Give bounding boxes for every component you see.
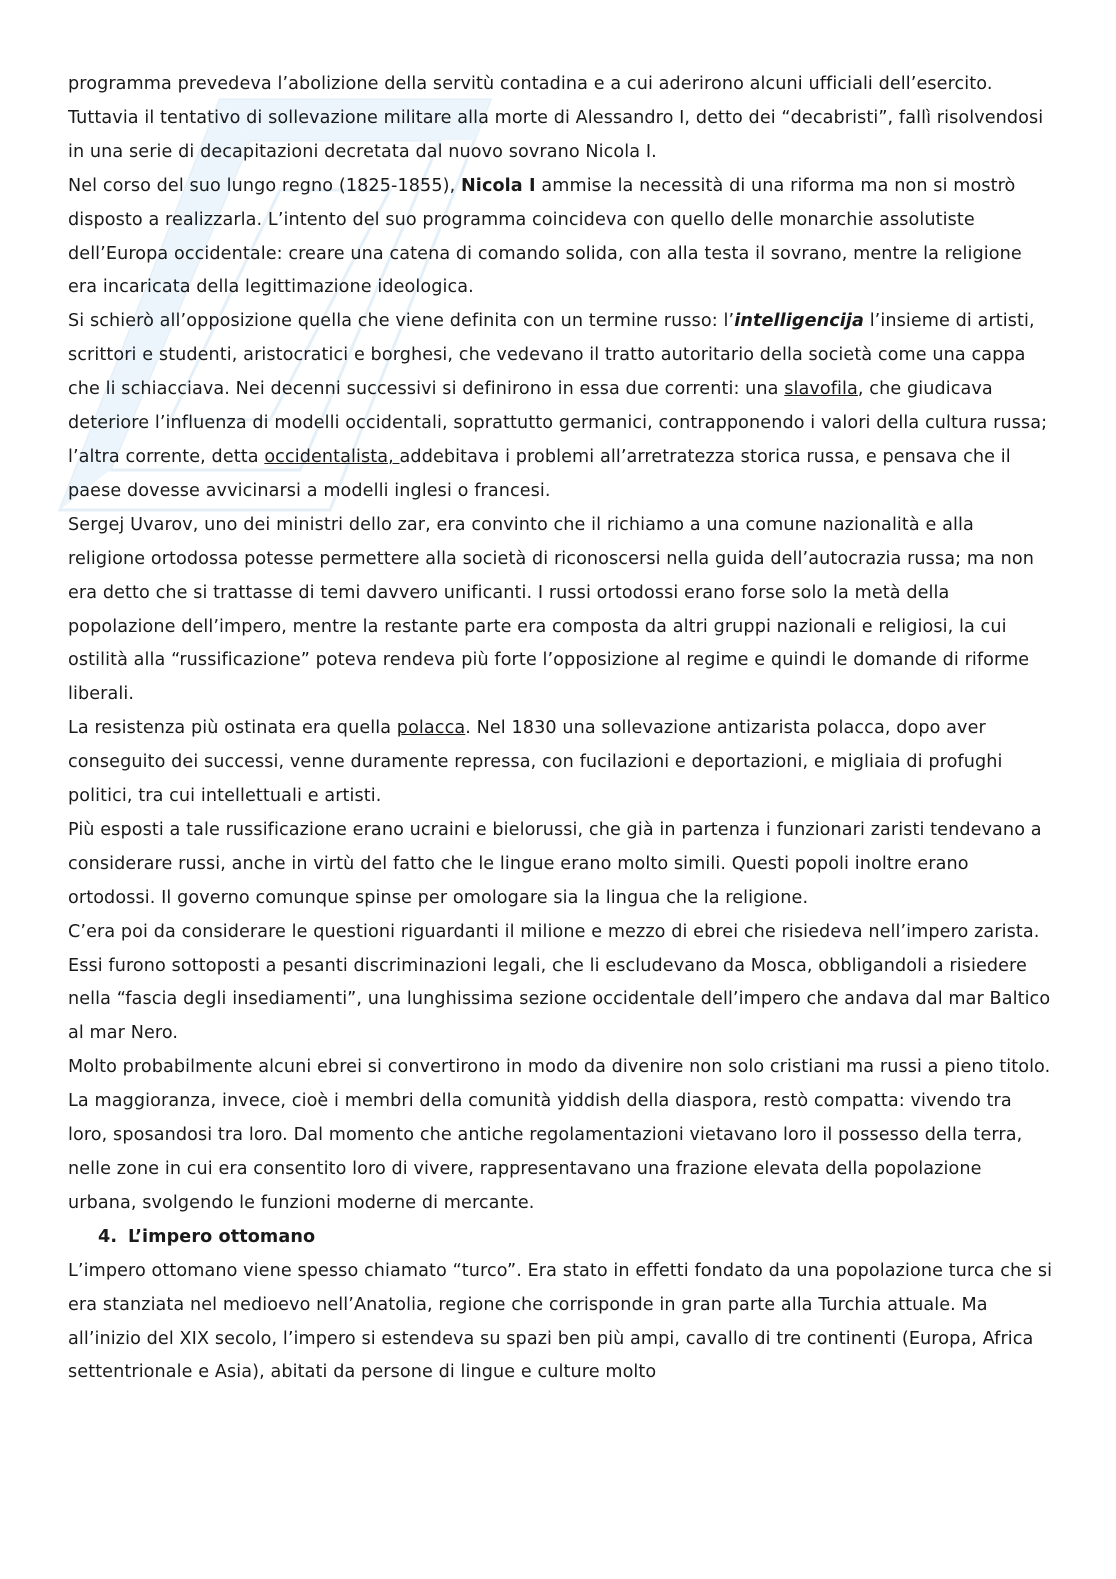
document-body (68, 68, 1053, 1390)
section-title: L’impero ottomano (128, 1226, 316, 1247)
underlined-term-occidentalista: occidentalista, (264, 446, 400, 467)
paragraph-yiddish: Molto probabilmente alcuni ebrei si convertirono in modo da divenire non solo cristiani ma russi a pieno titolo. La maggioranza, invece, cioè i membri della comunità yiddish della diaspora, restò compatta: vivendo tra loro, sposandosi tra loro. Dal momento che antiche regolamentazioni vietavano loro il possesso della terra, nelle zone in cui era consentito loro di vivere, rappresentavano una frazione elevata della popolazione urbana, svolgendo le funzioni moderne di mercante. (68, 1057, 1051, 1213)
paragraph-ottomano: L’impero ottomano viene spesso chiamato “turco”. Era stato in effetti fondato da una popolazione turca che si era stanziata nel medioevo nell’Anatolia, regione che corrisponde in gran parte alla Turchia attuale. Ma all’inizio del XIX secolo, l’impero si estendeva su spazi ben più ampi, cavallo di tre continenti (Europa, Africa settentrionale e Asia), abitati da persone di lingue e culture molto (68, 1260, 1053, 1383)
section-heading (68, 1221, 1053, 1255)
paragraph-ebrei: C’era poi da considerare le questioni riguardanti il milione e mezzo di ebrei che risiedeva nell’impero zarista. Essi furono sottoposti a pesanti discriminazioni legali, che li escludevano da Mosca, obbligandoli a risiedere nella “fascia degli insediamenti”, una lunghissima sezione occidentale dell’impero che andava dal mar Baltico al mar Nero. (68, 921, 1051, 1044)
paragraph-ucraini: Più esposti a tale russificazione erano ucraini e bielorussi, che già in partenza i funzionari zaristi tendevano a considerare russi, anche in virtù del fatto che le lingue erano molto simili. Questi popoli inoltre erano ortodossi. Il governo comunque spinse per omologare sia la lingua che la religione. (68, 819, 1042, 908)
underlined-term-polacca: polacca (396, 718, 466, 739)
underlined-term-slavofila: slavofila (784, 379, 858, 400)
bold-italic-term-intelligencija: intelligencija (734, 311, 864, 332)
paragraph-polacca: La resistenza più ostinata era quella polacca. Nel 1830 una sollevazione antizarista polacca, dopo aver conseguito dei successi, venne duramente repressa, con fucilazioni e deportazioni, e migliaia di profughi politici, tra cui intellettuali e artisti. (68, 718, 1003, 807)
bold-term-nicola: Nicola I (460, 175, 536, 196)
paragraph-decabristi: programma prevedeva l’abolizione della servitù contadina e a cui aderirono alcuni ufficiali dell’esercito. Tuttavia il tentativo di sollevazione militare alla morte di Alessandro I, detto dei “decabristi”, fallì risolvendosi in una serie di decapitazioni decretata dal nuovo sovrano Nicola I. (68, 74, 1044, 162)
paragraph-intelligencija: Si schierò all’opposizione quella che viene definita con un termine russo: l’intelligencija l’insieme di artisti, scrittori e studenti, aristocratici e borghesi, che vedevano il tratto autoritario della società come una cappa che li schiacciava. Nei decenni successivi si definirono in essa due correnti: una slavofila, che giudicava deteriore l’influenza di modelli occidentali, soprattutto germanici, contrapponendo i valori della cultura russa; l’altra corrente, detta occidentalista, addebitava i problemi all’arretratezza storica russa, e pensava che il paese dovesse avvicinarsi a modelli inglesi o francesi. (68, 311, 1048, 501)
section-number: 4. (98, 1226, 118, 1247)
paragraph-nicola: Nel corso del suo lungo regno (1825-1855), Nicola I ammise la necessità di una riforma ma non si mostrò disposto a realizzarla. L’intento del suo programma coincideva con quello delle monarchie assolutiste dell’Europa occidentale: creare una catena di comando solida, con alla testa il sovrano, mentre la religione era incaricata della legittimazione ideologica. (68, 175, 1022, 298)
paragraph-uvarov: Sergej Uvarov, uno dei ministri dello zar, era convinto che il richiamo a una comune nazionalità e alla religione ortodossa potesse permettere alla società di riconoscersi nella guida dell’autocrazia russa; ma non era detto che si trattasse di temi davvero unificanti. I russi ortodossi erano forse solo la metà della popolazione dell’impero, mentre la restante parte era composta da altri gruppi nazionali e religiosi, la cui ostilità alla “russificazione” poteva rendeva più forte l’opposizione al regime e quindi le domande di riforme liberali. (68, 514, 1034, 705)
